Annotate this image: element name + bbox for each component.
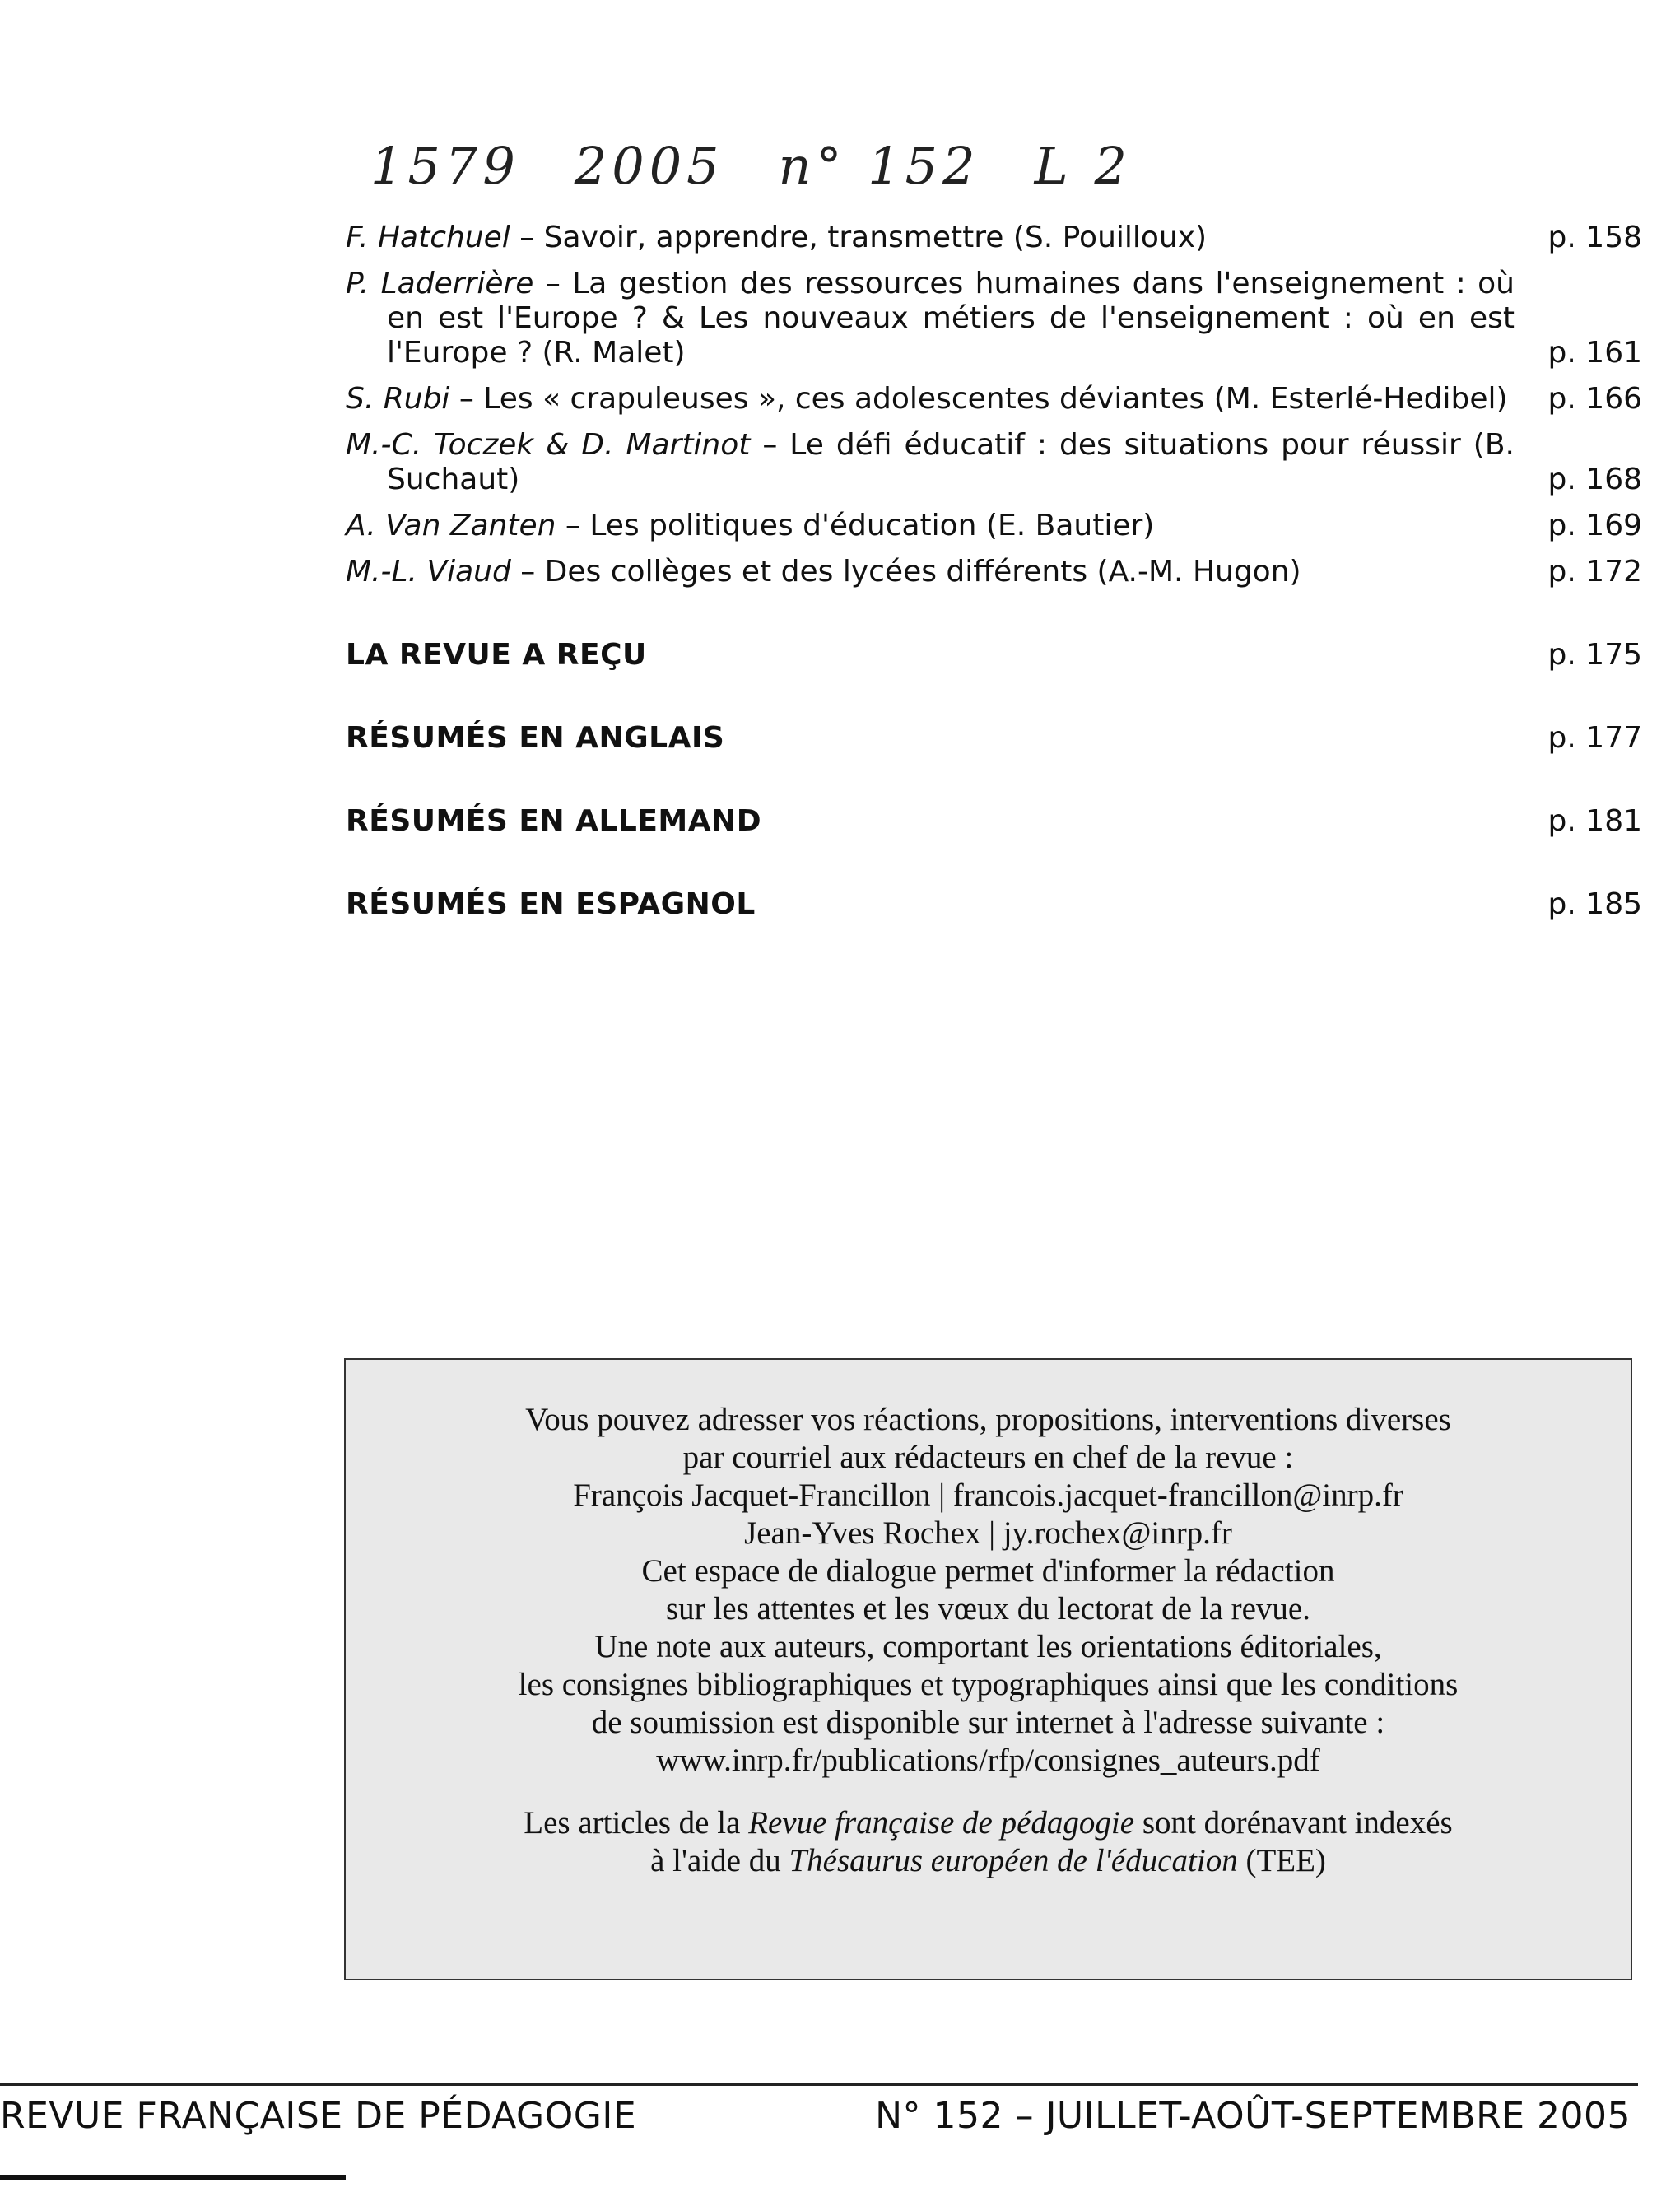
notice-line: Cet espace de dialogue permet d'informer la rédaction bbox=[641, 1553, 1335, 1589]
toc-section bbox=[346, 804, 1642, 839]
toc-title: – Savoir, apprendre, transmettre (S. Pouilloux) bbox=[510, 221, 1208, 254]
toc-section bbox=[346, 638, 1642, 672]
section-label: LA REVUE A REÇU bbox=[346, 638, 647, 672]
toc-author: M.-C. Toczek & D. Martinot bbox=[346, 428, 751, 462]
handwritten-text: L 2 bbox=[1034, 136, 1132, 196]
notice-line: Une note aux auteurs, comportant les orientations éditoriales, bbox=[594, 1629, 1382, 1664]
toc-page: p. 168 bbox=[1547, 463, 1642, 496]
toc-title: – Des collèges et des lycées différents (A.-M. Hugon) bbox=[510, 555, 1301, 589]
toc-page: p. 172 bbox=[1547, 555, 1642, 589]
toc-entry bbox=[346, 382, 1642, 417]
section-page: p. 185 bbox=[1547, 887, 1642, 921]
toc-title: – Les « crapuleuses », ces adolescentes déviantes (M. Esterlé-Hedibel) bbox=[449, 382, 1508, 416]
notice-line: sur les attentes et les vœux du lectorat de la revue. bbox=[666, 1591, 1310, 1627]
toc-author: F. Hatchuel bbox=[346, 221, 510, 254]
toc-section bbox=[346, 721, 1642, 756]
footer-divider bbox=[0, 2083, 1638, 2086]
notice-line: François Jacquet-Francillon | francois.jacquet-francillon@inrp.fr bbox=[573, 1478, 1403, 1513]
toc-section bbox=[346, 887, 1642, 922]
notice-line: Vous pouvez adresser vos réactions, propositions, interventions diverses bbox=[525, 1402, 1451, 1437]
notice-url: www.inrp.fr/publications/rfp/consignes_auteurs.pdf bbox=[656, 1743, 1320, 1778]
section-page: p. 181 bbox=[1547, 804, 1642, 838]
handwritten-text: 2005 bbox=[574, 136, 724, 196]
toc-title: – La gestion des ressources humaines dans l'enseignement : où en est l'Europe ? & Les nouveaux métiers de l'enseignement : où en est l'Europe ? (R. Malet) bbox=[387, 267, 1515, 370]
toc-entry bbox=[346, 555, 1642, 589]
toc-entry bbox=[346, 221, 1642, 255]
toc-page: p. 169 bbox=[1547, 509, 1642, 542]
thesaurus-name: Thésaurus européen de l'éducation bbox=[789, 1843, 1238, 1878]
bottom-rule bbox=[0, 2175, 346, 2180]
handwritten-text: 1579 bbox=[370, 136, 520, 196]
section-label: RÉSUMÉS EN ANGLAIS bbox=[346, 721, 725, 755]
toc-title: – Le défi éducatif : des situations pour réussir (B. Suchaut) bbox=[387, 428, 1515, 496]
handwritten-text: n° 152 bbox=[778, 136, 980, 196]
toc-page: p. 161 bbox=[1547, 336, 1642, 370]
toc-entry bbox=[346, 509, 1642, 543]
journal-name: Revue française de pédagogie bbox=[748, 1805, 1135, 1841]
toc-title: – Les politiques d'éducation (E. Bautier) bbox=[556, 509, 1155, 542]
toc-page: p. 166 bbox=[1547, 382, 1642, 416]
notice-line: Jean-Yves Rochex | jy.rochex@inrp.fr bbox=[744, 1515, 1232, 1551]
toc-page: p. 158 bbox=[1547, 221, 1642, 254]
section-label: RÉSUMÉS EN ALLEMAND bbox=[346, 804, 762, 838]
notice-line: de soumission est disponible sur internet à l'adresse suivante : bbox=[591, 1705, 1385, 1740]
toc-author: A. Van Zanten bbox=[346, 509, 556, 542]
notice-box bbox=[344, 1358, 1632, 1980]
toc-author: P. Laderrière bbox=[346, 267, 534, 300]
toc-entry bbox=[346, 428, 1642, 497]
toc-entry bbox=[346, 267, 1642, 370]
section-page: p. 175 bbox=[1547, 638, 1642, 672]
notice-line: par courriel aux rédacteurs en chef de la revue : bbox=[682, 1440, 1294, 1475]
footer-issue: N° 152 – JUILLET-AOÛT-SEPTEMBRE 2005 bbox=[875, 2095, 1631, 2137]
toc-author: M.-L. Viaud bbox=[346, 555, 511, 589]
table-of-contents bbox=[346, 221, 1642, 970]
indexing-note: Les articles de la Revue française de pédagogie sont dorénavant indexés bbox=[524, 1805, 1453, 1841]
section-label: RÉSUMÉS EN ESPAGNOL bbox=[346, 887, 756, 921]
toc-author: S. Rubi bbox=[346, 382, 450, 416]
handwritten-annotation bbox=[370, 136, 1186, 196]
indexing-note: à l'aide du Thésaurus européen de l'éducation (TEE) bbox=[650, 1843, 1326, 1878]
section-page: p. 177 bbox=[1547, 721, 1642, 755]
footer-journal: REVUE FRANÇAISE DE PÉDAGOGIE bbox=[0, 2095, 637, 2137]
notice-line: les consignes bibliographiques et typographiques ainsi que les conditions bbox=[518, 1667, 1459, 1702]
